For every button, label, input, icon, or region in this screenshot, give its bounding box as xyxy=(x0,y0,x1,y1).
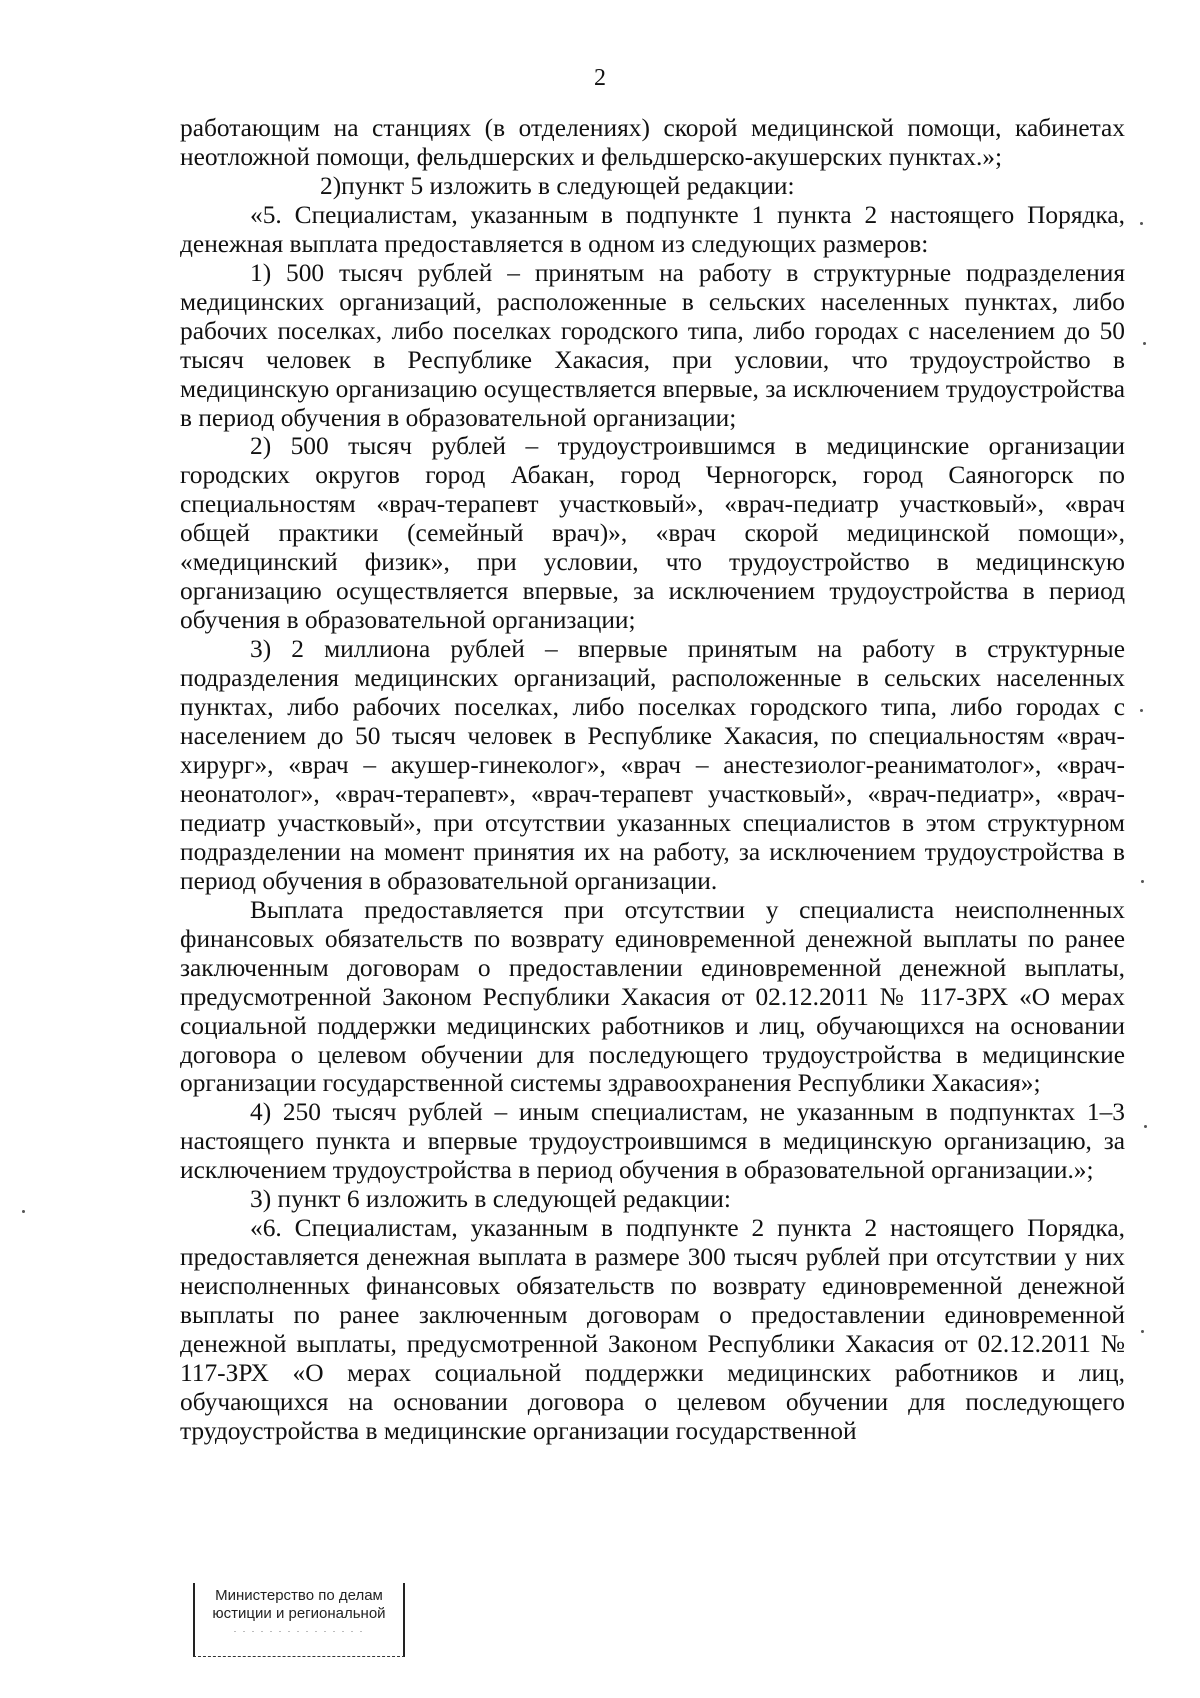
paragraph-point-6: «6. Специалистам, указанным в подпункте 2 пункта 2 настоящего Порядка, предоставляется денежная выплата в размере 300 тысяч рублей при отсутствии у них неисполненных финансовых обязательств по возврату единовременной денежной выплаты по ранее заключенным договорам о предоставлении единовременной денежной выплаты, предусмотренной Законом Республики Хакасия от 02.12.2011 № 117-ЗРХ «О мерах социальной поддержки медицинских работников и лиц, обучающихся на основании договора о целевом обучении для последующего трудоустройства в медицинские организации государственной xyxy=(180,1214,1125,1445)
scan-speck xyxy=(1140,709,1143,712)
paragraph-subitem-1: 1) 500 тысяч рублей – принятым на работу в структурные подразделения медицинских организаций, расположенные в сельских населенных пунктах, либо рабочих поселках, либо поселках городского типа, либо городах с населением до 50 тысяч человек в Республике Хакасия, при условии, что трудоустройство в медицинскую организацию осуществляется впервые, за исключением трудоустройства в период обучения в образовательной организации; xyxy=(180,258,1125,432)
item-number: 2) xyxy=(320,171,342,200)
scan-speck xyxy=(1141,880,1144,883)
stamp-line-1: Министерство по делам xyxy=(215,1587,383,1604)
ministry-stamp xyxy=(193,1583,405,1657)
scan-speck xyxy=(1141,1330,1144,1333)
paragraph-subitem-3: 3) 2 миллиона рублей – впервые принятым на работу в структурные подразделения медицинских организаций, расположенные в сельских населенных пунктах, либо рабочих поселках, либо поселках городского типа, либо городах с населением до 50 тысяч человек в Республике Хакасия, по специальностям «врач-хирург», «врач – акушер-гинеколог», «врач – анестезиолог-реаниматолог», «врач-неонатолог», «врач-терапевт», «врач-терапевт участковый», «врач-педиатр», «врач-педиатр участковый», при отсутствии указанных специалистов в этом структурном подразделении на момент принятия их на работу, за исключением трудоустройства в период обучения в образовательной организации. xyxy=(180,635,1125,895)
paragraph-point-5-intro: «5. Специалистам, указанным в подпункте 1 пункта 2 настоящего Порядка, денежная выплата предоставляется в одном из следующих размеров: xyxy=(180,200,1125,258)
document-body xyxy=(180,114,1125,1446)
paragraph-item-3: 3) пункт 6 изложить в следующей редакции: xyxy=(250,1185,731,1214)
stamp-line-3: . . . . . . . . . . . . . . . xyxy=(233,1624,365,1634)
scan-speck xyxy=(1144,1125,1147,1128)
paragraph-continuation: работающим на станциях (в отделениях) скорой медицинской помощи, кабинетах неотложной помощи, фельдшерских и фельдшерско-акушерских пунктах.»; xyxy=(180,114,1125,171)
paragraph-subitem-4: 4) 250 тысяч рублей – иным специалистам, не указанным в подпунктах 1–3 настоящего пункта и впервые трудоустроившимся в медицинскую организацию, за исключением трудоустройства в период обучения в образовательной организации.»; xyxy=(180,1098,1125,1185)
scan-speck xyxy=(1140,222,1143,225)
stamp-line-2: юстиции и региональной xyxy=(212,1605,386,1622)
page-number: 2 xyxy=(594,65,606,91)
paragraph-subitem-2: 2) 500 тысяч рублей – трудоустроившимся в медицинские организации городских округов город Абакан, город Черногорск, город Саяногорск по специальностям «врач-терапевт участковый», «врач-педиатр участковый», «врач общей практики (семейный врач)», «врач скорой медицинской помощи», «медицинский физик», при условии, что трудоустройство в медицинскую организацию осуществляется впервые, за исключением трудоустройства в период обучения в образовательной организации; xyxy=(180,432,1125,635)
paragraph-item-2 xyxy=(180,172,1125,201)
scan-speck xyxy=(1143,342,1146,345)
scan-speck xyxy=(22,1210,25,1213)
item-text: пункт 5 изложить в следующей редакции: xyxy=(341,171,795,200)
paragraph-payment-condition: Выплата предоставляется при отсутствии у специалиста неисполненных финансовых обязательств по возврату единовременной денежной выплаты по ранее заключенным договорам о предоставлении единовременной денежной выплаты, предусмотренной Законом Республики Хакасия от 02.12.2011 № 117-ЗРХ «О мерах социальной поддержки медицинских работников и лиц, обучающихся на основании договора о целевом обучении для последующего трудоустройства в медицинские организации государственной системы здравоохранения Республики Хакасия»; xyxy=(180,895,1125,1098)
